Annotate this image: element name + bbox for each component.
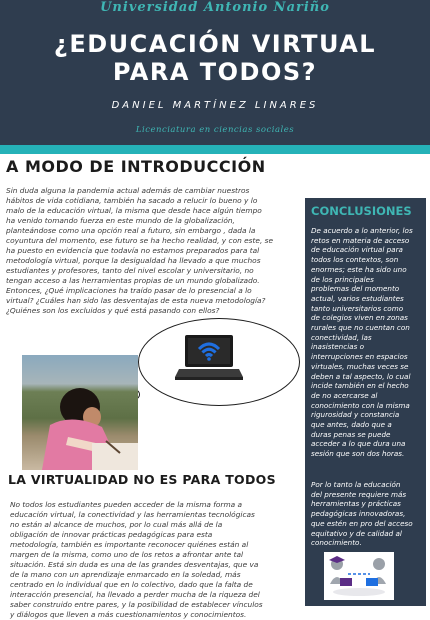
conclusiones-line: retos en materia de acceso: [311, 235, 410, 245]
intro-heading: A MODO DE INTRODUCCIÓN: [6, 157, 266, 176]
virtualidad-line: obligación de innovar prácticas pedagógicas para esta: [10, 530, 213, 539]
header-banner: [0, 0, 430, 145]
intro-line: Entonces, ¿Qué implicaciones ha traído pasar de lo presencial a lo: [6, 286, 252, 295]
intro-line: hábitos de vida cotidiana, también ha sacado a relucir lo bueno y lo: [6, 196, 258, 205]
conclusiones-line: rigurosidad y constancia: [311, 410, 400, 420]
photo-illustration: [22, 355, 138, 470]
conclusiones-line: actual, varios estudiantes: [311, 293, 404, 303]
conclusiones-paragraph-2: [311, 480, 423, 548]
conclusiones-line: del presente requiere más: [311, 489, 407, 499]
conclusiones-line: Por lo tanto la educación: [311, 480, 401, 489]
virtualidad-paragraph: [10, 500, 302, 620]
conclusiones-line: acceder a lo que dura una: [311, 439, 406, 449]
university-name: Universidad Antonio Nariño: [100, 0, 330, 15]
virtualidad-line: y diálogos que lleven a más cuestionamientos y conocimientos.: [10, 610, 247, 619]
conclusiones-line: de los principales: [311, 274, 374, 284]
conclusiones-line: tanto universitarios como: [311, 303, 404, 313]
laptop-wifi-icon: [175, 333, 245, 383]
conclusiones-heading: CONCLUSIONES: [311, 204, 412, 218]
conclusiones-line: sesión que son dos horas.: [311, 449, 405, 459]
students-laptop-icon: [324, 552, 394, 600]
intro-paragraph: [6, 186, 300, 316]
intro-line: estudiantes y profesores, tanto del nivel escolar y universitario, no: [6, 266, 254, 275]
conclusiones-line: De acuerdo a lo anterior, los: [311, 226, 413, 235]
conclusiones-line: rurales que no cuentan con: [311, 323, 410, 333]
conclusiones-line: incide también en el hecho: [311, 381, 409, 391]
virtualidad-line: metodología, también es importante reconocer quiénes están al: [10, 540, 249, 549]
conclusiones-line: interrupciones en espacios: [311, 352, 408, 362]
intro-line: ha puesto en evidencia que todavía no estamos preparados para tal: [6, 246, 260, 255]
conclusiones-line: que antes, dado que a: [311, 420, 392, 430]
conclusiones-line: herramientas y prácticas: [311, 499, 401, 509]
program-name: Licenciatura en ciencias sociales: [135, 125, 295, 135]
intro-line: malo de la educación virtual, la misma que desde hace algún tiempo: [6, 206, 262, 215]
intro-line: ha venido tomando fuerza en este mundo de la globalización,: [6, 216, 235, 225]
virtualidad-line: margen de la misma, como uno de los retos a afrontar ante tal: [10, 550, 244, 559]
intro-line: ¿Quiénes son los excluidos y qué está pasando con ellos?: [6, 306, 220, 315]
conclusiones-line: equitativo y de calidad al: [311, 528, 402, 538]
intro-line: tengan acceso a las herramientas propias de un mundo globalizado.: [6, 276, 260, 285]
conclusiones-line: deben a tal aspecto, lo cual: [311, 371, 411, 381]
conclusiones-line: de educación virtual para: [311, 245, 403, 255]
conclusiones-line: todos los contextos, son: [311, 255, 399, 265]
conclusiones-line: enormes; este ha sido uno: [311, 264, 407, 274]
intro-line: Sin duda alguna la pandemia actual además de cambiar nuestros: [6, 186, 250, 195]
virtualidad-line: de la mano con un aprendizaje enmarcado en la soledad, más: [10, 570, 241, 579]
author-name: DANIEL MARTÍNEZ LINARES: [111, 100, 319, 111]
conclusiones-line: virtuales, muchas veces se: [311, 361, 409, 371]
girl-writing-photo: [22, 355, 138, 470]
intro-line: planteándose como una opción real a futuro, sin embargo , dada la: [6, 226, 256, 235]
intro-line: virtual? ¿Cuáles han sido las desventajas de esta nueva metodología?: [6, 296, 266, 305]
virtualidad-line: interacción presencial, ha llevado a perder mucha de la riqueza del: [10, 590, 260, 599]
conclusiones-line: inasistencias o: [311, 342, 365, 352]
conclusiones-line: conocimiento con la misma: [311, 400, 410, 410]
conclusiones-line: de no acercarse al: [311, 390, 378, 400]
conclusiones-line: que estén en pro del acceso: [311, 518, 413, 528]
title-line-2: PARA TODOS?: [112, 58, 318, 86]
virtualidad-line: saber construido entre pares, y la posibilidad de establecer vínculos: [10, 600, 263, 609]
title-line-1: ¿EDUCACIÓN VIRTUAL: [53, 30, 377, 58]
virtualidad-line: educación virtual, la conectividad y las herramientas tecnológicas: [10, 510, 255, 519]
conclusiones-line: conectividad, las: [311, 332, 372, 342]
virtualidad-heading: LA VIRTUALIDAD NO ES PARA TODOS: [8, 472, 276, 487]
conclusiones-line: pedagógicas innovadoras,: [311, 509, 406, 519]
virtualidad-line: centrado en lo individual que en lo colectivo, dado que la falta de: [10, 580, 253, 589]
intro-line: metodología virtual, porque la desigualdad ha llevado a que muchos: [6, 256, 261, 265]
conclusiones-line: problemas del momento: [311, 284, 400, 294]
virtualidad-line: No todos los estudiantes pueden acceder de la misma forma a: [10, 500, 243, 509]
conclusiones-line: de colegios viven en zonas: [311, 313, 408, 323]
students-connection-image: [324, 552, 394, 600]
conclusiones-sidebar: [305, 198, 426, 606]
accent-bar: [0, 145, 430, 154]
page-title: [0, 30, 430, 86]
conclusiones-paragraph: [311, 226, 423, 459]
conclusiones-line: duras penas se puede: [311, 429, 391, 439]
intro-line: coyuntura del momento, ese futuro se ha hecho realidad, y con este, se: [6, 236, 274, 245]
virtualidad-line: situación. Está sin duda es una de las grandes desventajas, que va: [10, 560, 259, 569]
conclusiones-line: conocimiento.: [311, 538, 362, 548]
virtualidad-line: no están al alcance de muchos, por lo cual más allá de la: [10, 520, 223, 529]
